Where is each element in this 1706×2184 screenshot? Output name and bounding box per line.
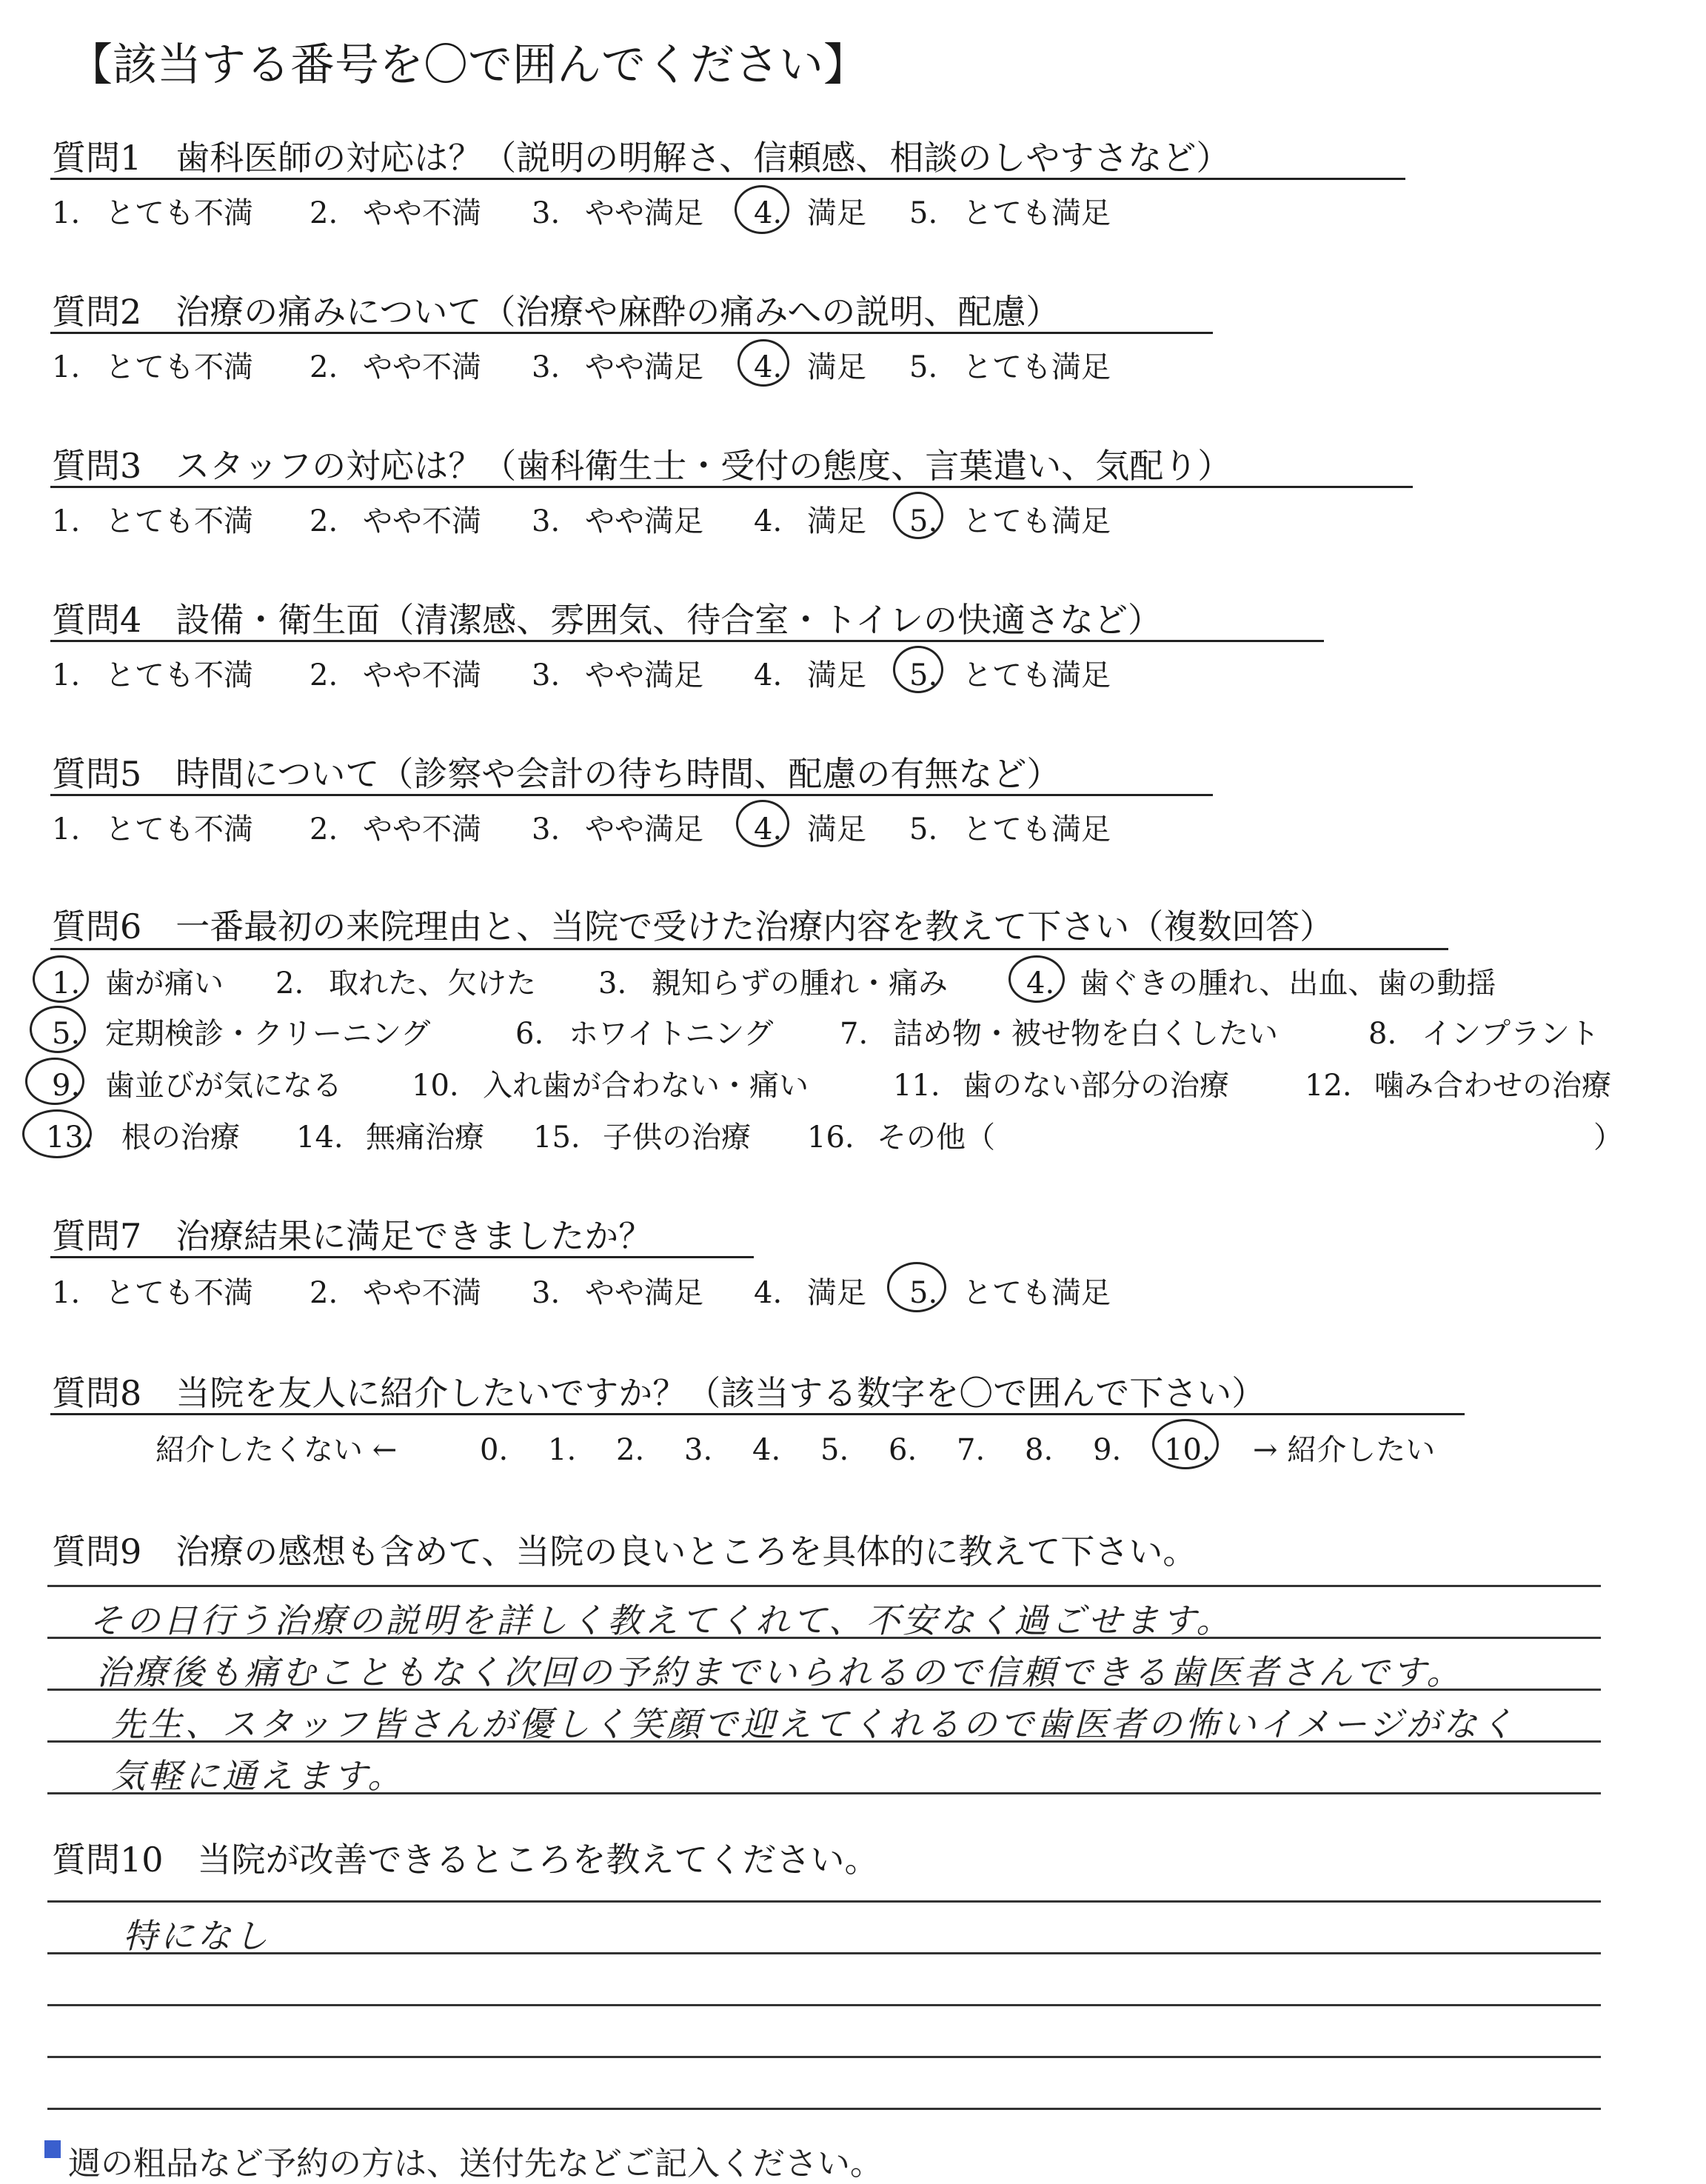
q1-option-3-number[interactable]: 3. [532,196,561,230]
q5-selected-circle [736,800,789,847]
question-6-label: 質問6 一番最初の来院理由と、当院で受けた治療内容を教えて下さい（複数回答） [52,906,1334,946]
q6-option-5-circle [30,1006,86,1053]
q3-option-1-number[interactable]: 1. [52,504,81,538]
q2-option-5-number[interactable]: 5. [909,350,938,384]
q6-option-2-text: 取れた、欠けた [329,966,536,1001]
q6-option-15-text: 子供の治療 [603,1121,751,1155]
q10-writing-line-1 [47,1900,1601,1903]
question-8-label: 質問8 当院を友人に紹介したいですか？（該当する数字を〇で囲んで下さい） [52,1373,1266,1413]
q6-option-9-text: 歯並びが気になる [105,1069,342,1103]
q7-option-4-number[interactable]: 4. [754,1276,783,1310]
q6-option-5-text: 定期検診・クリーニング [105,1017,431,1051]
footer-note: 週の粗品など予約の方は、送付先などご記入ください。 [68,2145,883,2183]
q5-option-4-number[interactable]: 4. [754,812,783,846]
q5-option-1-number[interactable]: 1. [52,812,81,846]
q1-option-4-text: 満足 [807,196,866,230]
q2-option-2-text: やや不満 [363,350,481,384]
note-marker-icon [44,2140,61,2158]
q6-option-8-number[interactable]: 8. [1368,1017,1397,1051]
q7-option-3-text: やや満足 [585,1276,703,1310]
q6-option-16-close-paren: ） [1593,1121,1623,1155]
q6-option-13-text: 根の治療 [121,1121,240,1155]
q5-option-5-text: とても満足 [963,812,1111,846]
question-2-label: 質問2 治療の痛みについて（治療や麻酔の痛みへの説明、配慮） [52,292,1060,332]
q8-selected-circle [1152,1419,1219,1469]
q9-answer-line-2: 治療後も痛むこともなく次回の予約までいられるので信頼できる歯医者さんです。 [96,1652,1464,1692]
q5-option-3-text: やや満足 [585,812,703,846]
q8-option-2[interactable]: 2. [616,1433,645,1467]
q10-answer: 特になし [123,1916,271,1956]
q7-option-2-text: やや不満 [363,1276,481,1310]
q7-option-5-text: とても満足 [963,1276,1111,1310]
q6-option-4-circle [1008,955,1065,1003]
q2-option-5-text: とても満足 [963,350,1111,384]
q5-option-2-text: やや不満 [363,812,481,846]
q6-option-11-number[interactable]: 11. [893,1069,940,1103]
q9-answer-line-3: 先生、スタッフ皆さんが優しく笑顔で迎えてくれるので歯医者の怖いイメージがなく [111,1704,1517,1744]
q6-option-3-number[interactable]: 3. [598,966,627,1001]
q3-option-4-number[interactable]: 4. [754,504,783,538]
q2-option-4-text: 満足 [807,350,866,384]
q6-option-7-number[interactable]: 7. [840,1017,869,1051]
q9-answer-line-4: 気軽に通えます。 [111,1756,405,1796]
q8-option-10[interactable]: 10. [1164,1433,1211,1467]
q1-option-2-number[interactable]: 2. [310,196,338,230]
question-9-label: 質問9 治療の感想も含めて、当院の良いところを具体的に教えて下さい。 [52,1532,1197,1572]
q3-option-3-text: やや満足 [585,504,703,538]
q10-writing-line-3 [47,2004,1601,2006]
q1-selected-circle [735,185,789,234]
q4-selected-circle [893,646,943,693]
q1-option-5-text: とても満足 [963,196,1111,230]
q10-writing-line-5 [47,2108,1601,2110]
q6-option-13-number[interactable]: 13. [46,1121,93,1155]
q6-option-9-circle [25,1058,84,1105]
q8-option-9[interactable]: 9. [1093,1433,1122,1467]
question-3-underline [50,486,1413,488]
q6-option-10-text: 入れ歯が合わない・痛い [483,1069,809,1103]
q6-option-6-text: ホワイトニング [569,1017,774,1051]
q4-option-2-text: やや不満 [363,658,481,692]
q8-option-6[interactable]: 6. [889,1433,917,1467]
question-1-underline [50,178,1405,180]
q1-option-5-number[interactable]: 5. [909,196,938,230]
question-6-underline [50,948,1448,950]
q3-option-2-number[interactable]: 2. [310,504,338,538]
q2-option-3-text: やや満足 [585,350,703,384]
q6-option-7-text: 詰め物・被せ物を白くしたい [893,1017,1278,1051]
q8-option-8[interactable]: 8. [1025,1433,1054,1467]
q6-option-4-number[interactable]: 4. [1026,966,1055,1001]
q7-option-4-text: 満足 [807,1276,866,1310]
q4-option-4-number[interactable]: 4. [754,658,783,692]
q1-option-2-text: やや不満 [363,196,481,230]
question-5-underline [50,794,1213,796]
q8-option-7[interactable]: 7. [957,1433,986,1467]
q6-option-15-number[interactable]: 15. [533,1121,581,1155]
q3-option-3-number[interactable]: 3. [532,504,561,538]
q6-option-3-text: 親知らずの腫れ・痛み [652,966,948,1001]
q4-option-1-text: とても不満 [105,658,253,692]
q10-writing-line-4 [47,2056,1601,2058]
q3-option-1-text: とても不満 [105,504,253,538]
q1-option-1-text: とても不満 [105,196,253,230]
q6-option-12-text: 噛み合わせの治療 [1374,1069,1611,1103]
page-title: 【該当する番号を〇で囲んでください】 [68,39,868,91]
q6-option-4-text: 歯ぐきの腫れ、出血、歯の動揺 [1080,966,1496,1001]
q3-option-5-number[interactable]: 5. [909,504,938,538]
question-10-label: 質問10 当院が改善できるところを教えてください。 [52,1840,879,1880]
question-2-underline [50,332,1213,334]
q5-option-4-text: 満足 [807,812,866,846]
question-1-label: 質問1 歯科医師の対応は？（説明の明解さ、信頼感、相談のしやすさなど） [52,138,1231,178]
q4-option-1-number[interactable]: 1. [52,658,81,692]
q2-option-1-text: とても不満 [105,350,253,384]
q7-selected-circle [887,1262,946,1312]
q5-option-2-number[interactable]: 2. [310,812,338,846]
question-4-underline [50,640,1324,642]
q2-selected-circle [737,339,789,387]
q1-option-4-number[interactable]: 4. [754,196,783,230]
q7-option-5-number[interactable]: 5. [909,1276,938,1310]
q3-option-2-text: やや不満 [363,504,481,538]
q4-option-3-number[interactable]: 3. [532,658,561,692]
q4-option-3-text: やや満足 [585,658,703,692]
q1-option-1-number[interactable]: 1. [52,196,81,230]
q6-option-5-number[interactable]: 5. [52,1017,81,1051]
q2-option-2-number[interactable]: 2. [310,350,338,384]
q6-option-8-text: インプラント [1422,1017,1599,1051]
q6-option-14-text: 無痛治療 [366,1121,484,1155]
q8-option-4[interactable]: 4. [752,1433,781,1467]
q6-option-13-circle [22,1109,92,1158]
q5-option-3-number[interactable]: 3. [532,812,561,846]
q2-option-4-number[interactable]: 4. [754,350,783,384]
q6-option-10-number[interactable]: 10. [412,1069,459,1103]
q6-option-6-number[interactable]: 6. [515,1017,544,1051]
q3-selected-circle [893,492,943,539]
q9-writing-line-1 [47,1585,1601,1587]
q7-option-2-number[interactable]: 2. [310,1276,338,1310]
q4-option-5-text: とても満足 [963,658,1111,692]
q8-option-0[interactable]: 0. [480,1433,509,1467]
q6-option-12-number[interactable]: 12. [1305,1069,1352,1103]
question-7-underline [50,1256,754,1258]
question-8-underline [50,1413,1465,1415]
q8-right-label: → 紹介したい [1253,1433,1436,1467]
q6-option-1-text: 歯が痛い [105,966,224,1001]
question-3-label: 質問3 スタッフの対応は？（歯科衛生士・受付の態度、言葉遣い、気配り） [52,446,1232,486]
q6-option-2-number[interactable]: 2. [275,966,304,1001]
q4-option-5-number[interactable]: 5. [909,658,938,692]
question-7-label: 質問7 治療結果に満足できましたか？ [52,1216,653,1256]
q5-option-5-number[interactable]: 5. [909,812,938,846]
q7-option-3-number[interactable]: 3. [532,1276,561,1310]
q8-option-5[interactable]: 5. [820,1433,849,1467]
q9-answer-line-1: その日行う治療の説明を詳しく教えてくれて、不安なく過ごせます。 [89,1600,1234,1640]
q5-option-1-text: とても不満 [105,812,253,846]
question-5-label: 質問5 時間について（診察や会計の待ち時間、配慮の有無など） [52,754,1061,794]
q8-left-label: 紹介したくない ← [155,1433,398,1467]
q4-option-4-text: 満足 [807,658,866,692]
q6-option-16-text: その他（ [877,1121,995,1155]
q4-option-2-number[interactable]: 2. [310,658,338,692]
q3-option-5-text: とても満足 [963,504,1111,538]
question-4-label: 質問4 設備・衛生面（清潔感、雰囲気、待合室・トイレの快適さなど） [52,600,1162,640]
q2-option-1-number[interactable]: 1. [52,350,81,384]
q2-option-3-number[interactable]: 3. [532,350,561,384]
q8-option-1[interactable]: 1. [548,1433,577,1467]
q6-option-16-number[interactable]: 16. [807,1121,854,1155]
q6-option-1-number[interactable]: 1. [52,966,81,1001]
q7-option-1-text: とても不満 [105,1276,253,1310]
q3-option-4-text: 満足 [807,504,866,538]
q6-option-9-number[interactable]: 9. [52,1069,81,1103]
q10-writing-line-2 [47,1952,1601,1954]
q7-option-1-number[interactable]: 1. [52,1276,81,1310]
q6-option-1-circle [33,955,89,1003]
q6-option-11-text: 歯のない部分の治療 [963,1069,1229,1103]
q1-option-3-text: やや満足 [585,196,703,230]
q8-option-3[interactable]: 3. [684,1433,713,1467]
q6-option-14-number[interactable]: 14. [296,1121,344,1155]
